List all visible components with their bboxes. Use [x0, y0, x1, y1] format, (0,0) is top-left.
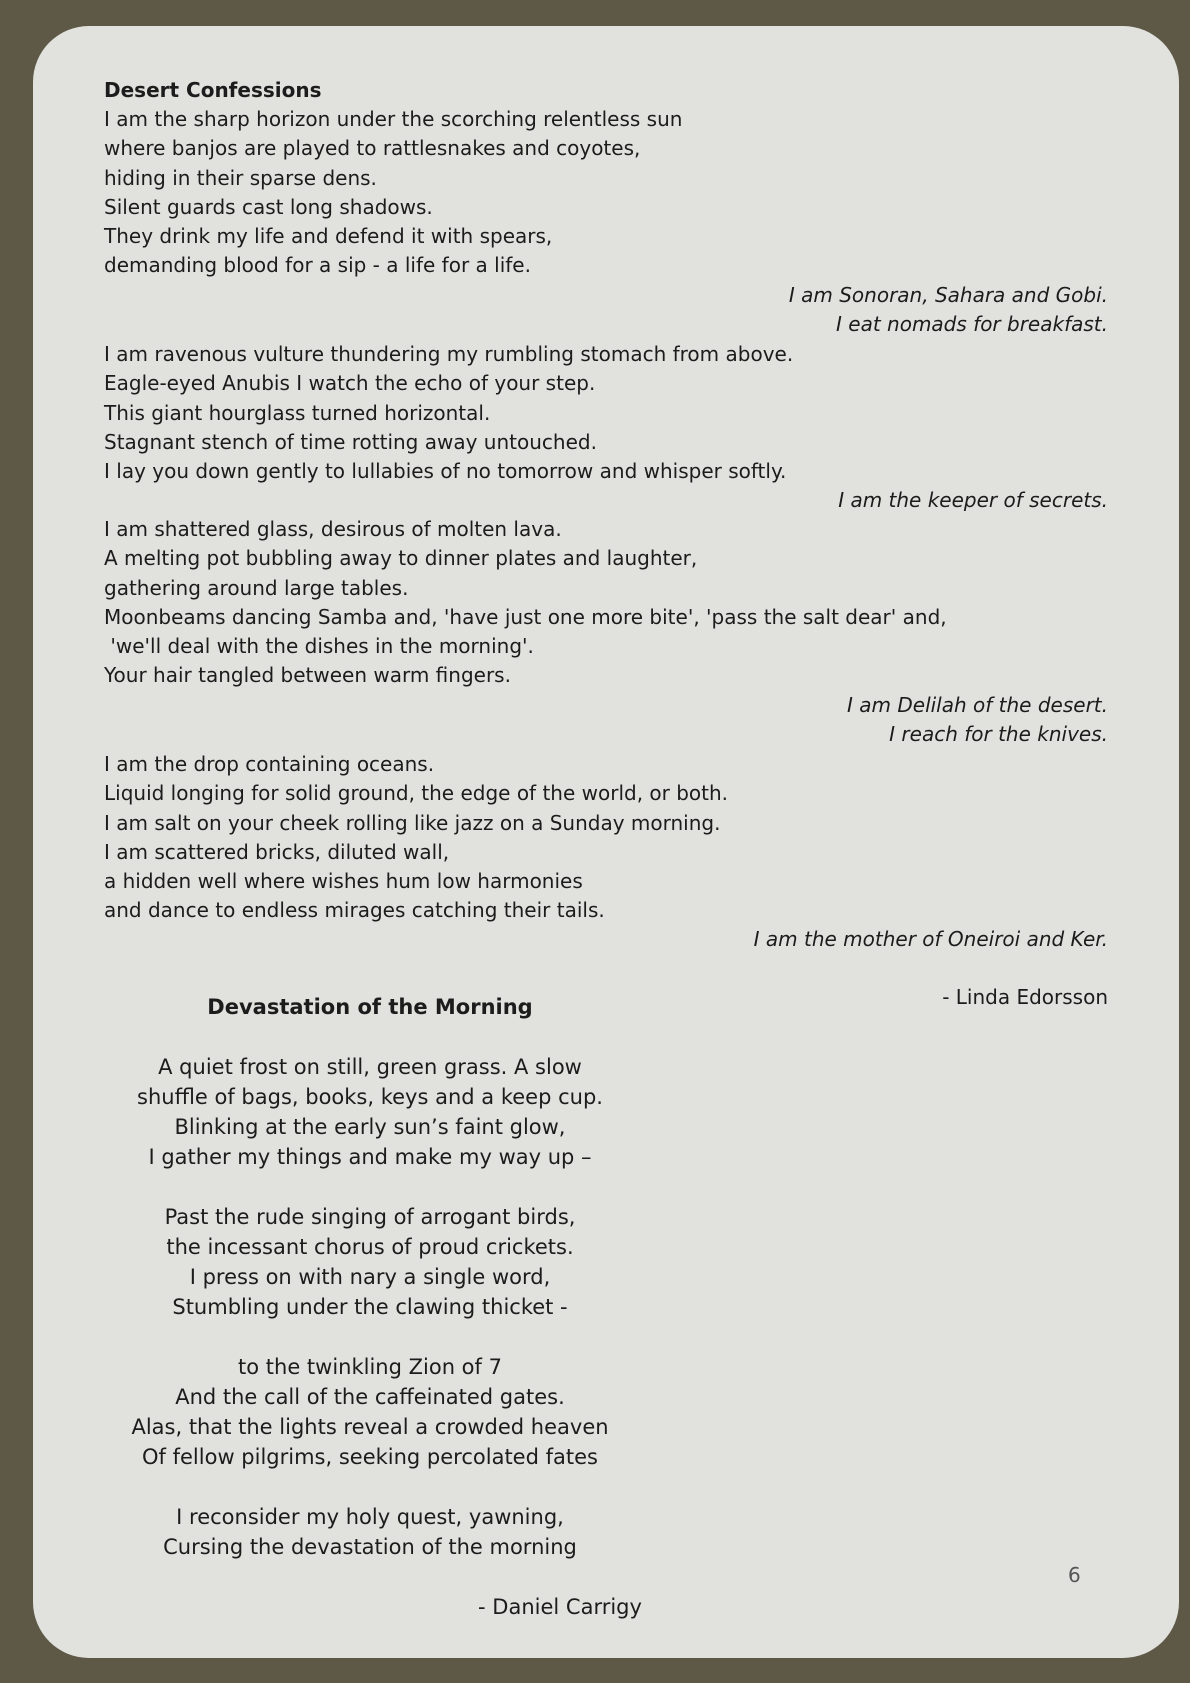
poem1-refrain-1: [789, 281, 1108, 340]
refrain-line: I am Sonoran, Sahara and Gobi.: [788, 283, 1108, 307]
poem2-stanza-2: [95, 1202, 645, 1322]
poem-line: I lay you down gently to lullabies of no tomorrow and whisper softly.: [104, 459, 787, 484]
poem-line: hiding in their sparse dens.: [104, 165, 377, 190]
poem-line: A melting pot bubbling away to dinner plates and laughter,: [104, 546, 698, 571]
poem2-stanza-1: [95, 1052, 645, 1172]
poem-line: I press on with nary a single word,: [189, 1265, 551, 1289]
poem-line: And the call of the caffeinated gates.: [175, 1385, 565, 1409]
poem-line: I am the drop containing oceans.: [104, 752, 435, 776]
refrain-line: I am Delilah of the desert.: [847, 693, 1108, 717]
poem2-author: [430, 1592, 690, 1622]
poem1-refrain-4: [754, 925, 1108, 954]
refrain-line: I am the keeper of secrets.: [838, 488, 1108, 512]
poem-line: gathering around large tables.: [104, 575, 409, 600]
poem-line: Your hair tangled between warm fingers.: [104, 663, 511, 688]
poem-line: 'we'll deal with the dishes in the morning'.: [104, 634, 534, 659]
poem-line: Blinking at the early sun’s faint glow,: [174, 1115, 566, 1139]
poem-line: I am salt on your cheek rolling like jazz on a Sunday morning.: [104, 810, 721, 835]
poem-line: I am scattered bricks, diluted wall,: [104, 839, 450, 864]
poem-line: Stumbling under the clawing thicket -: [172, 1295, 568, 1319]
poem-line: Eagle-eyed Anubis I watch the echo of your step.: [104, 371, 596, 396]
poem1-refrain-3: [847, 691, 1108, 750]
poem-line: and dance to endless mirages catching their tails.: [104, 898, 605, 923]
poem-line: I am ravenous vulture thundering my rumbling stomach from above.: [104, 342, 794, 366]
refrain-line: I reach for the knives.: [889, 722, 1108, 747]
poem1-stanza-1: [104, 105, 682, 281]
poem-line: I gather my things and make my way up –: [148, 1145, 592, 1169]
author-credit: - Linda Edorsson: [942, 985, 1108, 1009]
poem-line: I am shattered glass, desirous of molten lava.: [104, 517, 562, 541]
poem-line: where banjos are played to rattlesnakes and coyotes,: [104, 136, 641, 161]
poem-line: This giant hourglass turned horizontal.: [104, 400, 491, 425]
poem-line: a hidden well where wishes hum low harmonies: [104, 869, 583, 894]
poem-line: I reconsider my holy quest, yawning,: [176, 1505, 564, 1529]
refrain-line: I eat nomads for breakfast.: [836, 312, 1108, 337]
poem-line: Moonbeams dancing Samba and, 'have just one more bite', 'pass the salt dear' and,: [104, 604, 947, 629]
poem2-stanza-3: [95, 1352, 645, 1472]
poem-line: Liquid longing for solid ground, the edge of the world, or both.: [104, 781, 729, 806]
author-credit: - Daniel Carrigy: [478, 1595, 642, 1619]
poem-line: demanding blood for a sip - a life for a life.: [104, 253, 531, 278]
poem-line: Alas, that the lights reveal a crowded heaven: [131, 1415, 609, 1439]
poem1-stanza-2: [104, 340, 793, 486]
poem-line: A quiet frost on still, green grass. A slow: [158, 1055, 582, 1079]
poem-line: to the twinkling Zion of 7: [238, 1355, 502, 1379]
refrain-line: I am the mother of Oneiroi and Ker.: [753, 927, 1108, 951]
poem-line: Cursing the devastation of the morning: [163, 1535, 577, 1559]
poem1-author: [942, 983, 1108, 1012]
poem-line: Silent guards cast long shadows.: [104, 194, 433, 219]
page-number: 6: [1068, 1563, 1081, 1587]
poem2-stanza-4: [95, 1502, 645, 1562]
poem1-stanza-4: [104, 750, 728, 926]
poem2-title-block: [95, 992, 645, 1022]
poem-title-devastation-of-the-morning: Devastation of the Morning: [207, 995, 533, 1019]
poem-line: Of fellow pilgrims, seeking percolated fates: [142, 1445, 598, 1469]
poem-line: They drink my life and defend it with spears,: [104, 224, 553, 249]
poem-line: Past the rude singing of arrogant birds,: [164, 1205, 576, 1229]
poem1-refrain-2: [838, 486, 1108, 515]
poem-line: the incessant chorus of proud crickets.: [166, 1235, 574, 1259]
poem-line: Stagnant stench of time rotting away untouched.: [104, 429, 597, 454]
poem-line: shuffle of bags, books, keys and a keep cup.: [137, 1085, 603, 1109]
poem1-stanza-3: [104, 515, 947, 691]
poem-title-desert-confessions: Desert Confessions: [104, 78, 322, 102]
poem-line: I am the sharp horizon under the scorching relentless sun: [104, 107, 683, 131]
